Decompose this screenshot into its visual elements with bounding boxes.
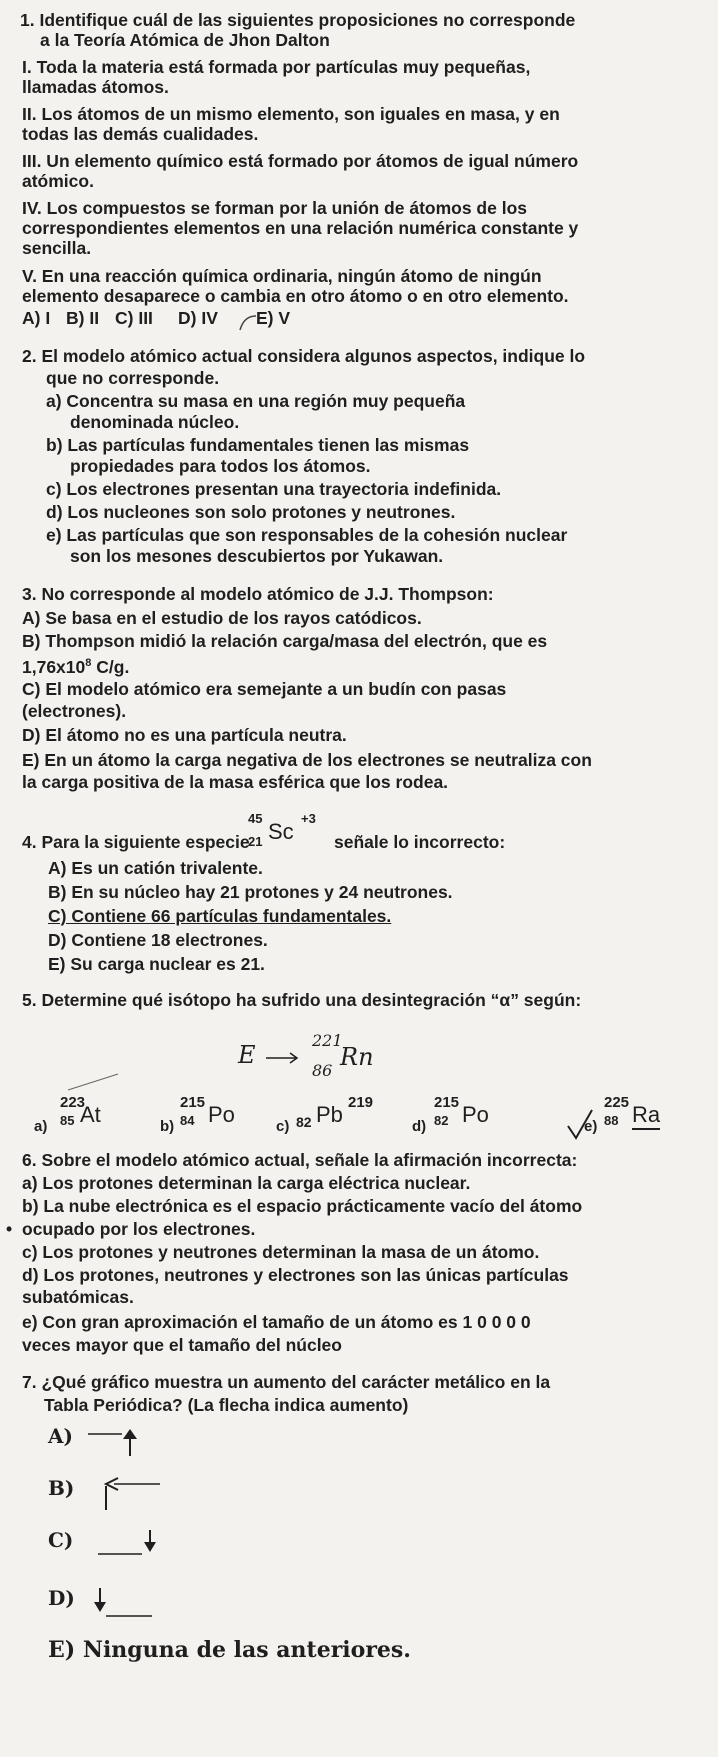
q4-option-a[interactable]: A) Es un catión trivalente. — [48, 858, 263, 878]
q5-option-a-label: a) — [34, 1118, 48, 1135]
q2-option-a[interactable]: a) Concentra su masa en una región muy pequeña — [46, 391, 466, 411]
q3-option-b[interactable]: B) Thompson midió la relación carga/masa del electrón, que es — [22, 631, 548, 651]
q1-prop-3-cont: atómico. — [22, 171, 94, 191]
bullet-dot-icon: • — [6, 1219, 13, 1239]
q5-eq-z: 86 — [312, 1061, 333, 1080]
q5-eq-symbol: Rn — [340, 1043, 374, 1071]
q1-prop-1-cont: llamadas átomos. — [22, 77, 169, 97]
q7-option-c-arrow-icon — [96, 1528, 162, 1558]
q5-option-d-z: 82 — [434, 1113, 449, 1128]
q3-option-b-value — [22, 653, 129, 678]
q7-option-b-label[interactable]: B) — [48, 1476, 75, 1500]
q7-option-b-arrow-icon — [100, 1474, 170, 1514]
q7-stem-cont: Tabla Periódica? (La flecha indica aumento) — [44, 1395, 409, 1415]
q4-species-z: 21 — [248, 834, 263, 849]
q1-option-e[interactable]: E) V — [256, 308, 291, 328]
q5-option-d[interactable] — [412, 1096, 522, 1142]
q2-option-d[interactable]: d) Los nucleones son solo protones y neutrones. — [46, 502, 456, 522]
q7-option-d-label[interactable]: D) — [48, 1586, 75, 1610]
q7-option-d-arrow-icon — [92, 1586, 158, 1620]
q6-option-b-cont: ocupado por los electrones. — [22, 1219, 256, 1239]
q6-option-d[interactable]: d) Los protones, neutrones y electrones son las únicas partículas — [22, 1265, 569, 1285]
q5-option-e-label: e) — [584, 1118, 598, 1135]
q1-prop-4-cont: correspondientes elementos en una relación numérica constante y — [22, 218, 579, 238]
q6-stem: 6. Sobre el modelo atómico actual, señale la afirmación incorrecta: — [22, 1150, 578, 1170]
q3-stem: 3. No corresponde al modelo atómico de J.J. Thompson: — [22, 584, 494, 604]
q5-option-e-mass: 225 — [604, 1094, 630, 1111]
check-mark-icon — [566, 1106, 596, 1142]
q3-option-c[interactable]: C) El modelo atómico era semejante a un budín con pasas — [22, 679, 507, 699]
q6-option-e[interactable]: e) Con gran aproximación el tamaño de un átomo es 1 0 0 0 0 — [22, 1312, 531, 1332]
q1-prop-5: V. En una reacción química ordinaria, ningún átomo de ningún — [22, 266, 542, 286]
q3-option-e-cont: la carga positiva de la masa esférica que los rodea. — [22, 772, 449, 792]
q2-option-a-cont: denominada núcleo. — [70, 412, 240, 432]
reaction-arrow-icon — [266, 1052, 300, 1064]
q2-option-c[interactable]: c) Los electrones presentan una trayectoria indefinida. — [46, 479, 502, 499]
q1-stem-cont: a la Teoría Atómica de Jhon Dalton — [40, 30, 330, 50]
q5-option-a-symbol: At — [80, 1102, 101, 1127]
q3-option-c-cont: (electrones). — [22, 701, 127, 721]
q4-option-d[interactable]: D) Contiene 18 electrones. — [48, 930, 268, 950]
q4-species — [246, 812, 316, 852]
q3-b-unit: C/g. — [91, 656, 130, 677]
q3-option-e[interactable]: E) En un átomo la carga negativa de los electrones se neutraliza con — [22, 750, 592, 770]
q5-equation — [238, 1031, 438, 1084]
q5-option-d-symbol: Po — [462, 1102, 489, 1127]
q1-prop-2-cont: todas las demás cualidades. — [22, 124, 259, 144]
q1-prop-1: I. Toda la materia está formada por partículas muy pequeñas, — [22, 57, 531, 77]
q7-stem: 7. ¿Qué gráfico muestra un aumento del carácter metálico en la — [22, 1372, 551, 1392]
q5-option-a-mass: 223 — [60, 1094, 86, 1111]
q3-option-a[interactable]: A) Se basa en el estudio de los rayos catódicos. — [22, 608, 422, 628]
q5-option-a-z: 85 — [60, 1113, 75, 1128]
q1-option-b[interactable]: B) II — [66, 308, 100, 328]
q5-option-b-label: b) — [160, 1118, 175, 1135]
q5-option-b-z: 84 — [180, 1113, 195, 1128]
q5-option-c-symbol: Pb — [316, 1102, 343, 1127]
q5-eq-mass: 221 — [312, 1031, 343, 1050]
q4-stem: 4. Para la siguiente especie — [22, 832, 250, 852]
q4-species-mass: 45 — [248, 811, 263, 826]
q5-stem: 5. Determine qué isótopo ha sufrido una desintegración “α” según: — [22, 990, 582, 1010]
q5-option-c-z: 82 — [296, 1114, 312, 1130]
q5-option-c-mass: 219 — [348, 1094, 374, 1111]
q5-option-b-mass: 215 — [180, 1094, 206, 1111]
q1-prop-4: IV. Los compuestos se forman por la unión de átomos de los — [22, 198, 528, 218]
q7-option-c-label[interactable]: C) — [48, 1528, 74, 1552]
q1-prop-4-cont2: sencilla. — [22, 238, 92, 258]
q5-option-c-label: c) — [276, 1118, 290, 1135]
q4-species-charge: +3 — [301, 811, 316, 826]
q5-option-b-symbol: Po — [208, 1102, 235, 1127]
q1-option-a[interactable]: A) I — [22, 308, 51, 328]
q7-option-a-arrow-icon — [86, 1426, 150, 1460]
q6-option-b[interactable]: b) La nube electrónica es el espacio prácticamente vacío del átomo — [22, 1196, 583, 1216]
q2-stem-cont: que no corresponde. — [46, 368, 220, 388]
q5-option-e-z: 88 — [604, 1113, 619, 1128]
q2-option-b-cont: propiedades para todos los átomos. — [70, 456, 371, 476]
q1-prop-3: III. Un elemento químico está formado por átomos de igual número — [22, 151, 579, 171]
q5-option-a[interactable] — [34, 1096, 134, 1142]
q6-option-d-cont: subatómicas. — [22, 1287, 134, 1307]
q4-option-b[interactable]: B) En su núcleo hay 21 protones y 24 neutrones. — [48, 882, 453, 902]
q6-option-e-cont: veces mayor que el tamaño del núcleo — [22, 1335, 342, 1355]
q3-option-d[interactable]: D) El átomo no es una partícula neutra. — [22, 725, 347, 745]
q4-species-symbol: Sc — [268, 819, 294, 844]
pencil-stroke-icon — [66, 1072, 126, 1092]
q7-option-e[interactable]: E) Ninguna de las anteriores. — [48, 1637, 411, 1663]
q5-eq-left: E — [238, 1041, 256, 1069]
q5-option-b[interactable] — [160, 1096, 260, 1142]
q3-b-base: 1,76x10 — [22, 656, 86, 677]
q5-option-e-symbol: Ra — [632, 1102, 660, 1130]
q1-prop-5-cont: elemento desaparece o cambia en otro átomo o en otro elemento. — [22, 286, 569, 306]
q5-option-d-label: d) — [412, 1118, 427, 1135]
q3-b-exp: 8 — [85, 657, 92, 669]
q4-option-e[interactable]: E) Su carga nuclear es 21. — [48, 954, 265, 974]
q1-option-d[interactable]: D) IV — [178, 308, 218, 328]
q7-option-a-label[interactable]: A) — [48, 1424, 73, 1448]
q5-option-c[interactable] — [276, 1096, 406, 1142]
q1-stem: 1. Identifique cuál de las siguientes proposiciones no corresponde — [20, 10, 576, 30]
q6-option-c[interactable]: c) Los protones y neutrones determinan la masa de un átomo. — [22, 1242, 540, 1262]
q1-prop-2: II. Los átomos de un mismo elemento, son iguales en masa, y en — [22, 104, 560, 124]
q5-option-d-mass: 215 — [434, 1094, 460, 1111]
q2-stem: 2. El modelo atómico actual considera algunos aspectos, indique lo — [22, 346, 586, 366]
q4-option-c[interactable]: C) Contiene 66 partículas fundamentales. — [48, 906, 392, 926]
q1-option-c[interactable]: C) III — [115, 308, 153, 328]
q2-option-e[interactable]: e) Las partículas que son responsables de la cohesión nuclear — [46, 525, 568, 545]
q2-option-b[interactable]: b) Las partículas fundamentales tienen las mismas — [46, 435, 470, 455]
q4-stem-tail: señale lo incorrecto: — [334, 832, 506, 852]
q5-option-e[interactable] — [584, 1096, 694, 1142]
q6-option-a[interactable]: a) Los protones determinan la carga eléctrica nuclear. — [22, 1173, 471, 1193]
q2-option-e-cont: son los mesones descubiertos por Yukawan. — [70, 546, 444, 566]
